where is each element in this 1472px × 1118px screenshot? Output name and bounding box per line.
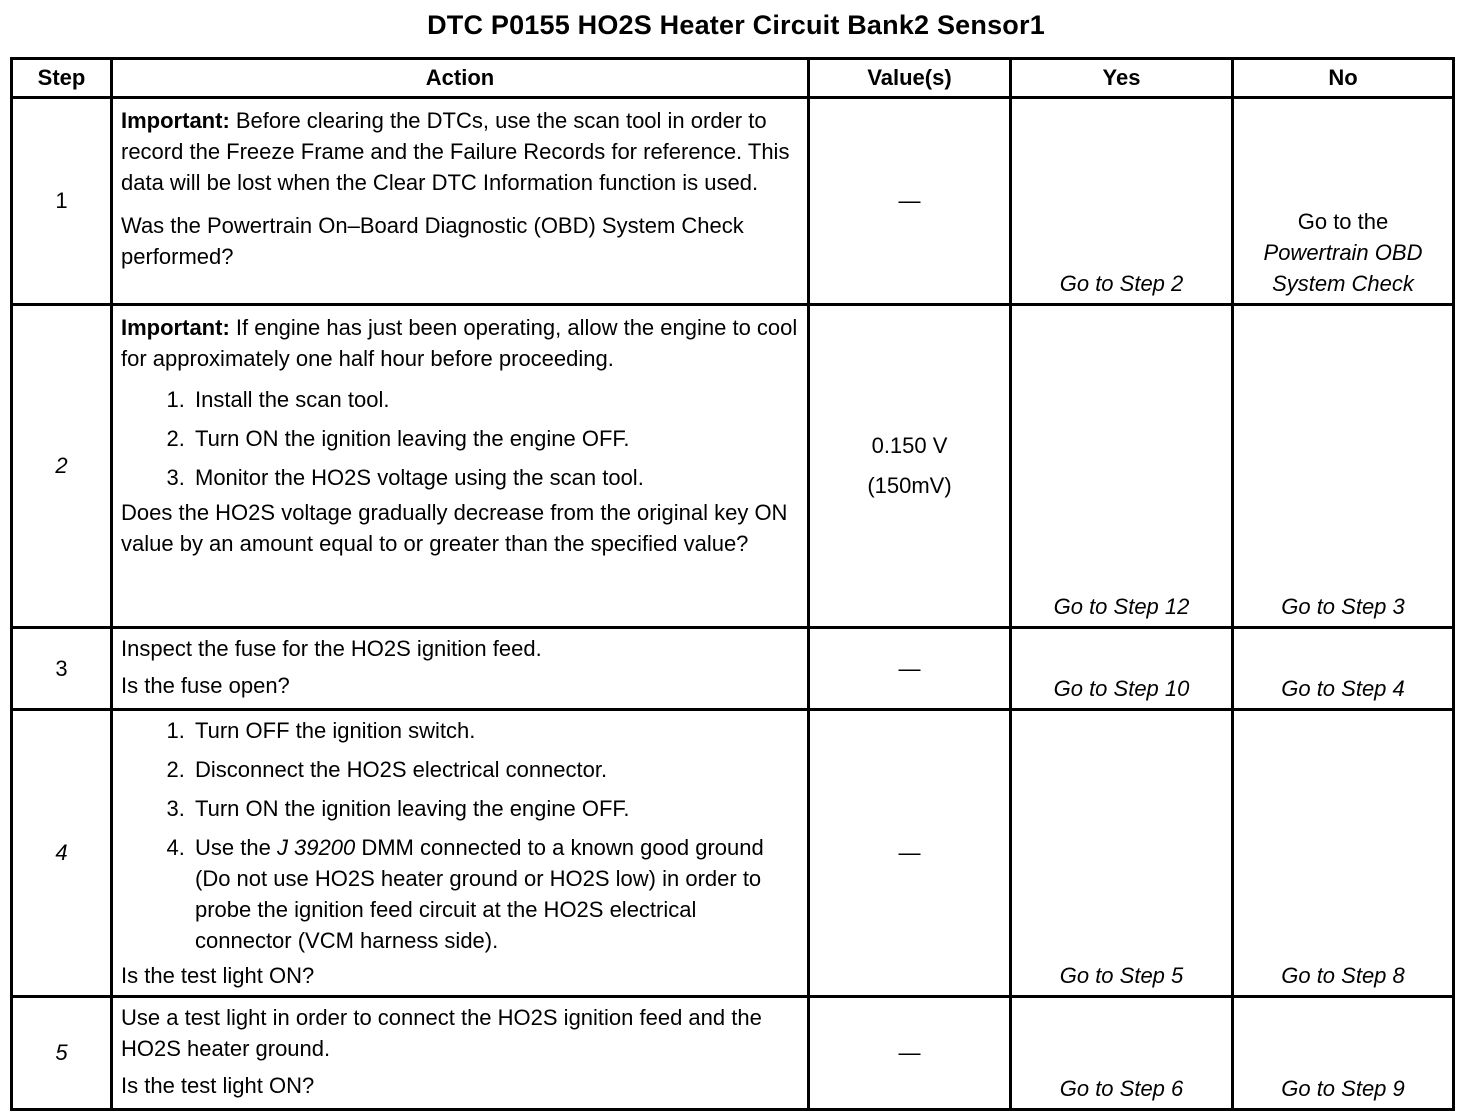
question-text: Is the fuse open?: [121, 673, 290, 698]
value-cell: [809, 98, 1011, 305]
yes-link[interactable]: Go to Step 10: [1053, 676, 1190, 701]
no-cell: [1233, 98, 1454, 305]
no-link[interactable]: Powertrain OBD System Check: [1263, 240, 1423, 296]
action-cell: [112, 98, 809, 305]
value-cell: [809, 997, 1011, 1110]
important-label: Important:: [121, 315, 230, 340]
important-note: [121, 105, 799, 198]
step-number: 5: [12, 997, 112, 1110]
procedure-step: 1. Turn OFF the ignition switch.: [191, 715, 799, 746]
value-cell: [809, 628, 1011, 710]
no-cell: [1233, 710, 1454, 997]
header-values: Value(s): [809, 59, 1011, 98]
no-cell: [1233, 997, 1454, 1110]
step-text: Use the: [195, 835, 277, 860]
page-title: DTC P0155 HO2S Heater Circuit Bank2 Sensor1: [427, 10, 1045, 40]
question-text: Was the Powertrain On–Board Diagnostic (OBD) System Check performed?: [121, 213, 744, 269]
no-prefix: Go to the: [1297, 209, 1389, 234]
important-label: Important:: [121, 108, 230, 133]
yes-cell: [1011, 305, 1233, 628]
yes-cell: [1011, 628, 1233, 710]
tool-number: J 39200: [276, 835, 356, 860]
procedure-list: [121, 384, 799, 493]
header-action: Action: [112, 59, 809, 98]
question-text: Is the test light ON?: [121, 1073, 315, 1098]
action-text: Inspect the fuse for the HO2S ignition feed.: [121, 636, 542, 661]
step-text: DMM connected to a known good ground (Do not use HO2S heater ground or HO2S low) in order to probe the ignition feed circuit at the HO2S electrical connector (VCM harness side).: [195, 835, 764, 953]
header-no: No: [1233, 59, 1454, 98]
yes-cell: [1011, 710, 1233, 997]
diagnostic-table: [10, 57, 1455, 1111]
procedure-list: [121, 715, 799, 956]
value-volts: 0.150 V: [871, 433, 948, 458]
no-link[interactable]: Go to Step 9: [1281, 1076, 1405, 1101]
value-cell: [809, 305, 1011, 628]
table-row: [12, 628, 1454, 710]
no-link[interactable]: Go to Step 4: [1281, 676, 1405, 701]
important-note: [121, 312, 799, 374]
yes-link[interactable]: Go to Step 5: [1059, 963, 1184, 988]
value-text: —: [898, 188, 921, 213]
no-link[interactable]: Go to Step 8: [1281, 963, 1405, 988]
value-cell: [809, 710, 1011, 997]
question-text: Does the HO2S voltage gradually decrease from the original key ON value by an amount equal to or greater than the specified value?: [121, 500, 788, 556]
yes-cell: [1011, 997, 1233, 1110]
value-text: —: [898, 840, 921, 865]
value-text: —: [898, 655, 921, 681]
procedure-step: [191, 832, 799, 956]
action-cell: [112, 628, 809, 710]
question-text: Is the test light ON?: [121, 963, 315, 988]
no-link[interactable]: Go to Step 3: [1281, 594, 1405, 619]
yes-link[interactable]: Go to Step 6: [1059, 1076, 1184, 1101]
important-text: If engine has just been operating, allow the engine to cool for approximately one half hour before proceeding.: [121, 315, 798, 371]
table-row: [12, 997, 1454, 1110]
yes-link[interactable]: Go to Step 12: [1053, 594, 1190, 619]
header-step: Step: [12, 59, 112, 98]
step-number: 4: [12, 710, 112, 997]
no-cell: [1233, 628, 1454, 710]
action-cell: [112, 305, 809, 628]
yes-link[interactable]: Go to Step 2: [1059, 271, 1184, 296]
step-number: 2: [12, 305, 112, 628]
action-text: Use a test light in order to connect the HO2S ignition feed and the HO2S heater ground.: [121, 1005, 762, 1061]
procedure-step: 2. Disconnect the HO2S electrical connector.: [191, 754, 799, 785]
procedure-step: 3. Monitor the HO2S voltage using the scan tool.: [191, 462, 799, 493]
procedure-step: 3. Turn ON the ignition leaving the engine OFF.: [191, 793, 799, 824]
table-header-row: [12, 59, 1454, 98]
table-row: [12, 305, 1454, 628]
table-row: [12, 710, 1454, 997]
no-cell: [1233, 305, 1454, 628]
step-number: 1: [12, 98, 112, 305]
step-number: 3: [12, 628, 112, 710]
important-text: Before clearing the DTCs, use the scan tool in order to record the Freeze Frame and the Failure Records for reference. This data will be lost when the Clear DTC Information function is used.: [121, 108, 790, 195]
procedure-step: 1. Install the scan tool.: [191, 384, 799, 415]
value-text: —: [898, 1040, 921, 1065]
yes-cell: [1011, 98, 1233, 305]
procedure-step: 2. Turn ON the ignition leaving the engine OFF.: [191, 423, 799, 454]
value-millivolts: (150mV): [867, 473, 952, 498]
header-yes: Yes: [1011, 59, 1233, 98]
action-cell: [112, 997, 809, 1110]
table-row: [12, 98, 1454, 305]
action-cell: [112, 710, 809, 997]
